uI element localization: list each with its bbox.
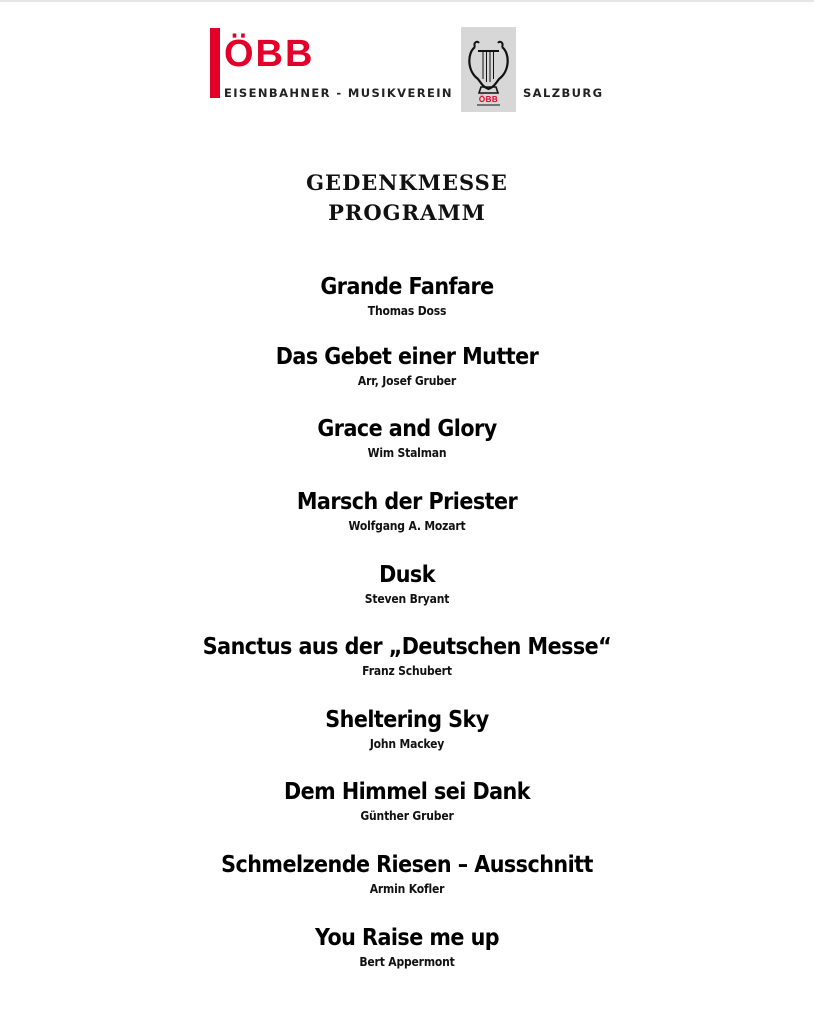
piece-title: You Raise me up bbox=[314, 925, 500, 951]
piece-title: Schmelzende Riesen – Ausschnitt bbox=[221, 852, 593, 878]
program-item bbox=[0, 849, 814, 897]
document-title bbox=[0, 168, 814, 228]
piece-title: Dem Himmel sei Dank bbox=[284, 779, 530, 805]
lyre-emblem bbox=[461, 27, 516, 112]
program-item bbox=[0, 486, 814, 534]
piece-composer: Günther Gruber bbox=[360, 809, 454, 823]
piece-title: Sheltering Sky bbox=[325, 707, 489, 733]
piece-composer: Bert Appermont bbox=[359, 955, 455, 969]
program-item bbox=[0, 704, 814, 752]
piece-composer: Wim Stalman bbox=[367, 446, 447, 460]
piece-title: Sanctus aus der „Deutschen Messe“ bbox=[202, 634, 612, 660]
program-item bbox=[0, 271, 814, 319]
piece-title: Grace and Glory bbox=[317, 416, 497, 442]
title-line-1: GEDENKMESSE bbox=[306, 170, 508, 195]
piece-composer: Armin Kofler bbox=[369, 882, 445, 896]
obb-logo-text: ÖBB bbox=[224, 33, 315, 75]
piece-composer: Wolfgang A. Mozart bbox=[348, 519, 466, 533]
program-item bbox=[0, 922, 814, 970]
program-item bbox=[0, 341, 814, 389]
header-logo bbox=[0, 0, 814, 120]
piece-title: Grande Fanfare bbox=[320, 274, 494, 300]
piece-composer: Steven Bryant bbox=[364, 592, 450, 606]
piece-title: Dusk bbox=[379, 562, 435, 588]
program-item bbox=[0, 631, 814, 679]
piece-title: Das Gebet einer Mutter bbox=[275, 344, 539, 370]
piece-title: Marsch der Priester bbox=[296, 489, 518, 515]
piece-composer: John Mackey bbox=[369, 737, 445, 751]
piece-composer: Franz Schubert bbox=[362, 664, 452, 678]
obb-logo-bar bbox=[210, 28, 220, 98]
piece-composer: Arr, Josef Gruber bbox=[357, 374, 457, 388]
program-item bbox=[0, 776, 814, 824]
piece-composer: Thomas Doss bbox=[367, 304, 447, 318]
club-name-right: SALZBURG bbox=[523, 86, 604, 100]
club-name-left: EISENBAHNER - MUSIKVEREIN bbox=[224, 86, 453, 100]
program-item bbox=[0, 559, 814, 607]
title-line-2: PROGRAMM bbox=[328, 200, 486, 225]
program-item bbox=[0, 413, 814, 461]
emblem-label: ÖBB bbox=[478, 95, 499, 104]
